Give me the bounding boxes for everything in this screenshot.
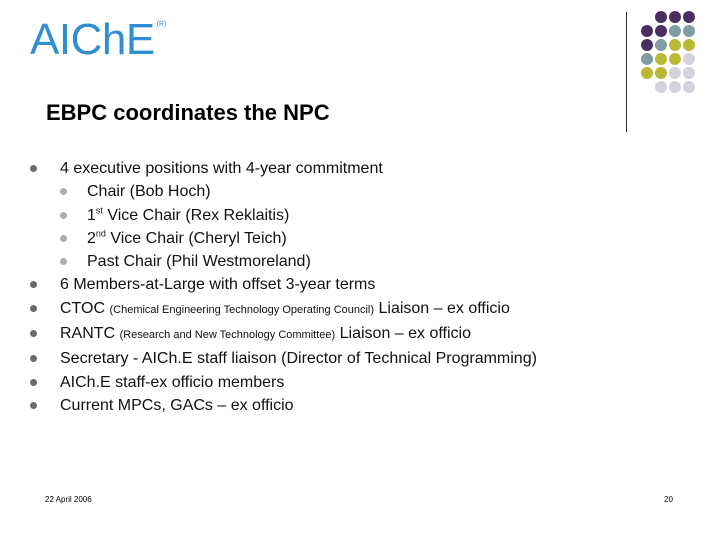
bullet-item (30, 347, 670, 370)
bullet-item (30, 273, 670, 296)
bullet-icon (30, 330, 37, 337)
decorative-dot (641, 53, 653, 65)
bullet-icon (30, 355, 37, 362)
sub-bullet-text: Past Chair (Phil Westmoreland) (87, 253, 311, 271)
sub-bullet-icon (60, 258, 67, 265)
bullet-icon (30, 402, 37, 409)
sub-bullet-item (30, 250, 670, 273)
sub-bullet-item: 1st Vice Chair (Rex Reklaitis) (30, 204, 670, 227)
bullet-text: 4 executive positions with 4-year commitment (60, 160, 383, 177)
bullet-text: 6 Members-at-Large with offset 3-year terms (60, 276, 376, 294)
bullet-item (30, 157, 670, 180)
decorative-dot (655, 39, 667, 51)
decorative-dot (669, 53, 681, 65)
slide-title: EBPC coordinates the NPC (46, 100, 330, 125)
decorative-dot (683, 53, 695, 65)
decorative-dot (683, 11, 695, 23)
page-number: 20 (664, 495, 673, 504)
decorative-dot (641, 67, 653, 79)
bullet-icon (30, 379, 37, 386)
bullet-icon (30, 281, 37, 288)
sub-bullet-icon (60, 235, 67, 242)
decorative-dot (655, 81, 667, 93)
decorative-dot (683, 39, 695, 51)
bullet-text: AICh.E staff-ex officio members (60, 373, 285, 391)
bullet-icon (30, 305, 37, 312)
registered-mark: (R) (156, 21, 167, 28)
bullet-list (30, 157, 670, 417)
decorative-dot (669, 11, 681, 23)
sub-bullet-item: 2nd Vice Chair (Cheryl Teich) (30, 227, 670, 250)
bullet-item: CTOC (Chemical Engineering Technology Operating Council) Liaison – ex officio (30, 297, 670, 322)
decorative-dot (669, 81, 681, 93)
decorative-dot (683, 67, 695, 79)
bullet-item (30, 394, 670, 417)
sub-bullet-icon (60, 212, 67, 219)
logo-text: AIChE (30, 15, 155, 64)
decorative-dot (641, 39, 653, 51)
decorative-dot (655, 25, 667, 37)
decorative-dot (683, 25, 695, 37)
aiche-logo (30, 15, 167, 64)
bullet-item (30, 371, 670, 394)
header-divider (626, 12, 627, 132)
sub-bullet-icon (60, 188, 67, 195)
bullet-icon (30, 165, 37, 172)
decorative-dot (683, 81, 695, 93)
sub-bullet-text: Chair (Bob Hoch) (87, 183, 211, 201)
decorative-dot (669, 67, 681, 79)
decorative-dot (641, 25, 653, 37)
sub-bullet-item (30, 180, 670, 203)
footer-date: 22 April 2006 (45, 495, 92, 504)
decorative-dot (655, 11, 667, 23)
bullet-text: Secretary - AICh.E staff liaison (Director of Technical Programming) (60, 350, 537, 368)
bullet-item: RANTC (Research and New Technology Committee) Liaison – ex officio (30, 322, 670, 347)
decorative-dot (669, 25, 681, 37)
decorative-dot (655, 67, 667, 79)
bullet-text: Current MPCs, GACs – ex officio (60, 396, 294, 414)
decorative-dot (669, 39, 681, 51)
decorative-dot (655, 53, 667, 65)
